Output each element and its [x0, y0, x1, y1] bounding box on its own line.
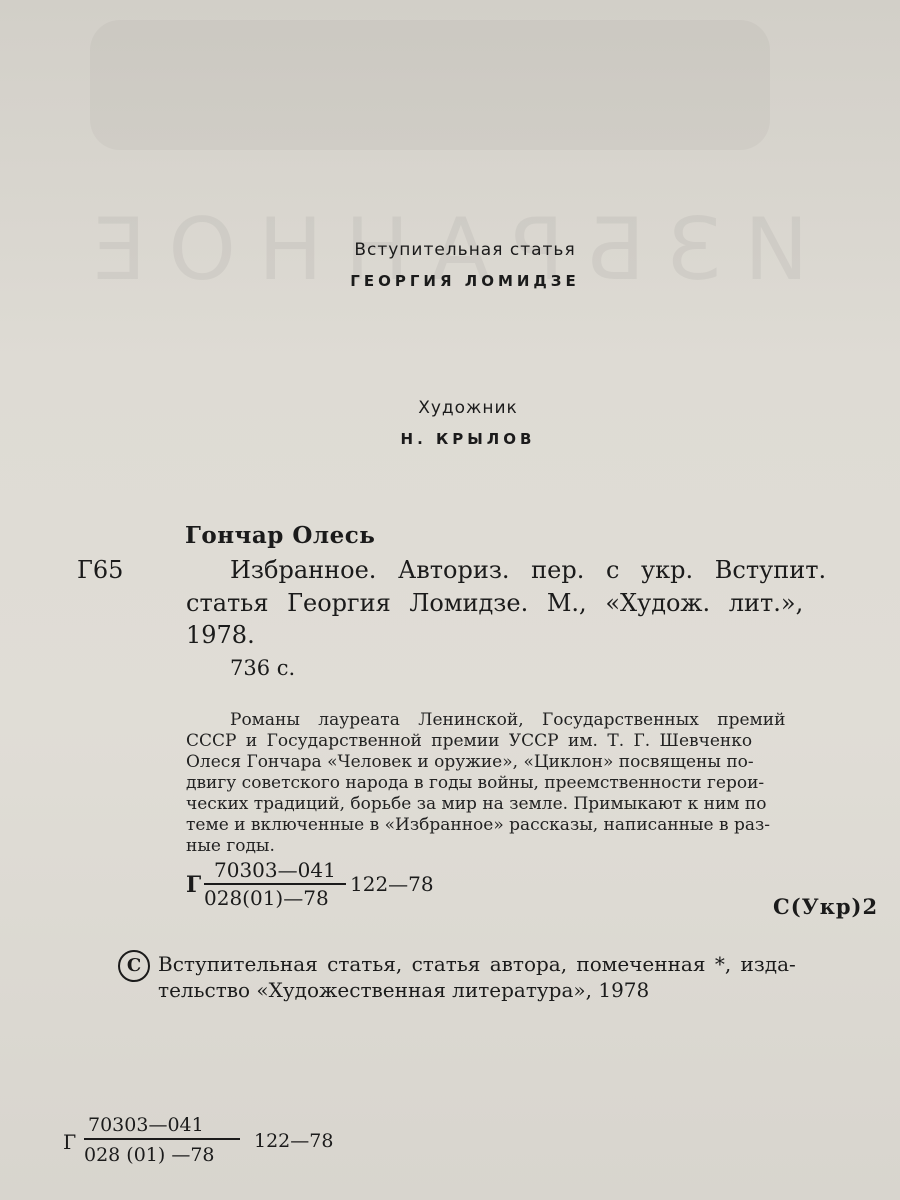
bottom-index-code-numerator: 70303—041 — [88, 1114, 204, 1136]
library-code: Г65 — [77, 556, 124, 584]
bottom-index-code-suffix: 122—78 — [254, 1130, 334, 1152]
annotation-line: двигу советского народа в годы войны, преемственности герои- — [186, 773, 765, 793]
bottom-index-code-prefix: Г — [63, 1130, 77, 1154]
bottom-index-code-denominator: 028 (01) —78 — [84, 1144, 215, 1166]
annotation-line: Романы лауреата Ленинской, Государственных премий — [230, 710, 786, 730]
page-count: 736 с. — [230, 656, 296, 680]
index-code-suffix: 122—78 — [350, 872, 434, 896]
index-code-numerator: 70303—041 — [214, 858, 336, 882]
annotation-line: ческих традиций, борьбе за мир на земле. Примыкают к ним по — [186, 794, 767, 814]
index-code-denominator: 028(01)—78 — [204, 886, 329, 910]
annotation-line: Олеся Гончара «Человек и оружие», «Циклон» посвящены по- — [186, 752, 754, 772]
title-line: Избранное. Авториз. пер. с укр. Вступит. — [230, 556, 827, 584]
bleed-through-shadow — [90, 20, 770, 150]
annotation-line: теме и включенные в «Избранное» рассказы, написанные в раз- — [186, 815, 771, 835]
copyright-line: тельство «Художественная литература», 1978 — [158, 978, 650, 1002]
artist-name: Н. КРЫЛОВ — [400, 430, 536, 448]
title-line: статья Георгия Ломидзе. М., «Худож. лит.», — [186, 589, 804, 617]
artist-label: Художник — [418, 398, 518, 418]
classification-code: С(Укр)2 — [773, 894, 879, 919]
annotation-line: ные годы. — [186, 836, 275, 856]
intro-label: Вступительная статья — [354, 240, 576, 260]
index-code-prefix: Г — [186, 872, 202, 898]
copyright-symbol: С — [118, 950, 150, 982]
copyright-line: Вступительная статья, статья автора, помеченная *, изда- — [158, 952, 796, 976]
title-line: 1978. — [186, 621, 255, 649]
index-code-fraction-bar — [204, 883, 346, 885]
annotation-line: СССР и Государственной премии УССР им. Т. Г. Шевченко — [186, 731, 753, 751]
intro-author-name: ГЕОРГИЯ ЛОМИДЗЕ — [350, 272, 580, 290]
book-author: Гончар Олесь — [185, 522, 376, 549]
bottom-index-code-fraction-bar — [84, 1138, 240, 1140]
